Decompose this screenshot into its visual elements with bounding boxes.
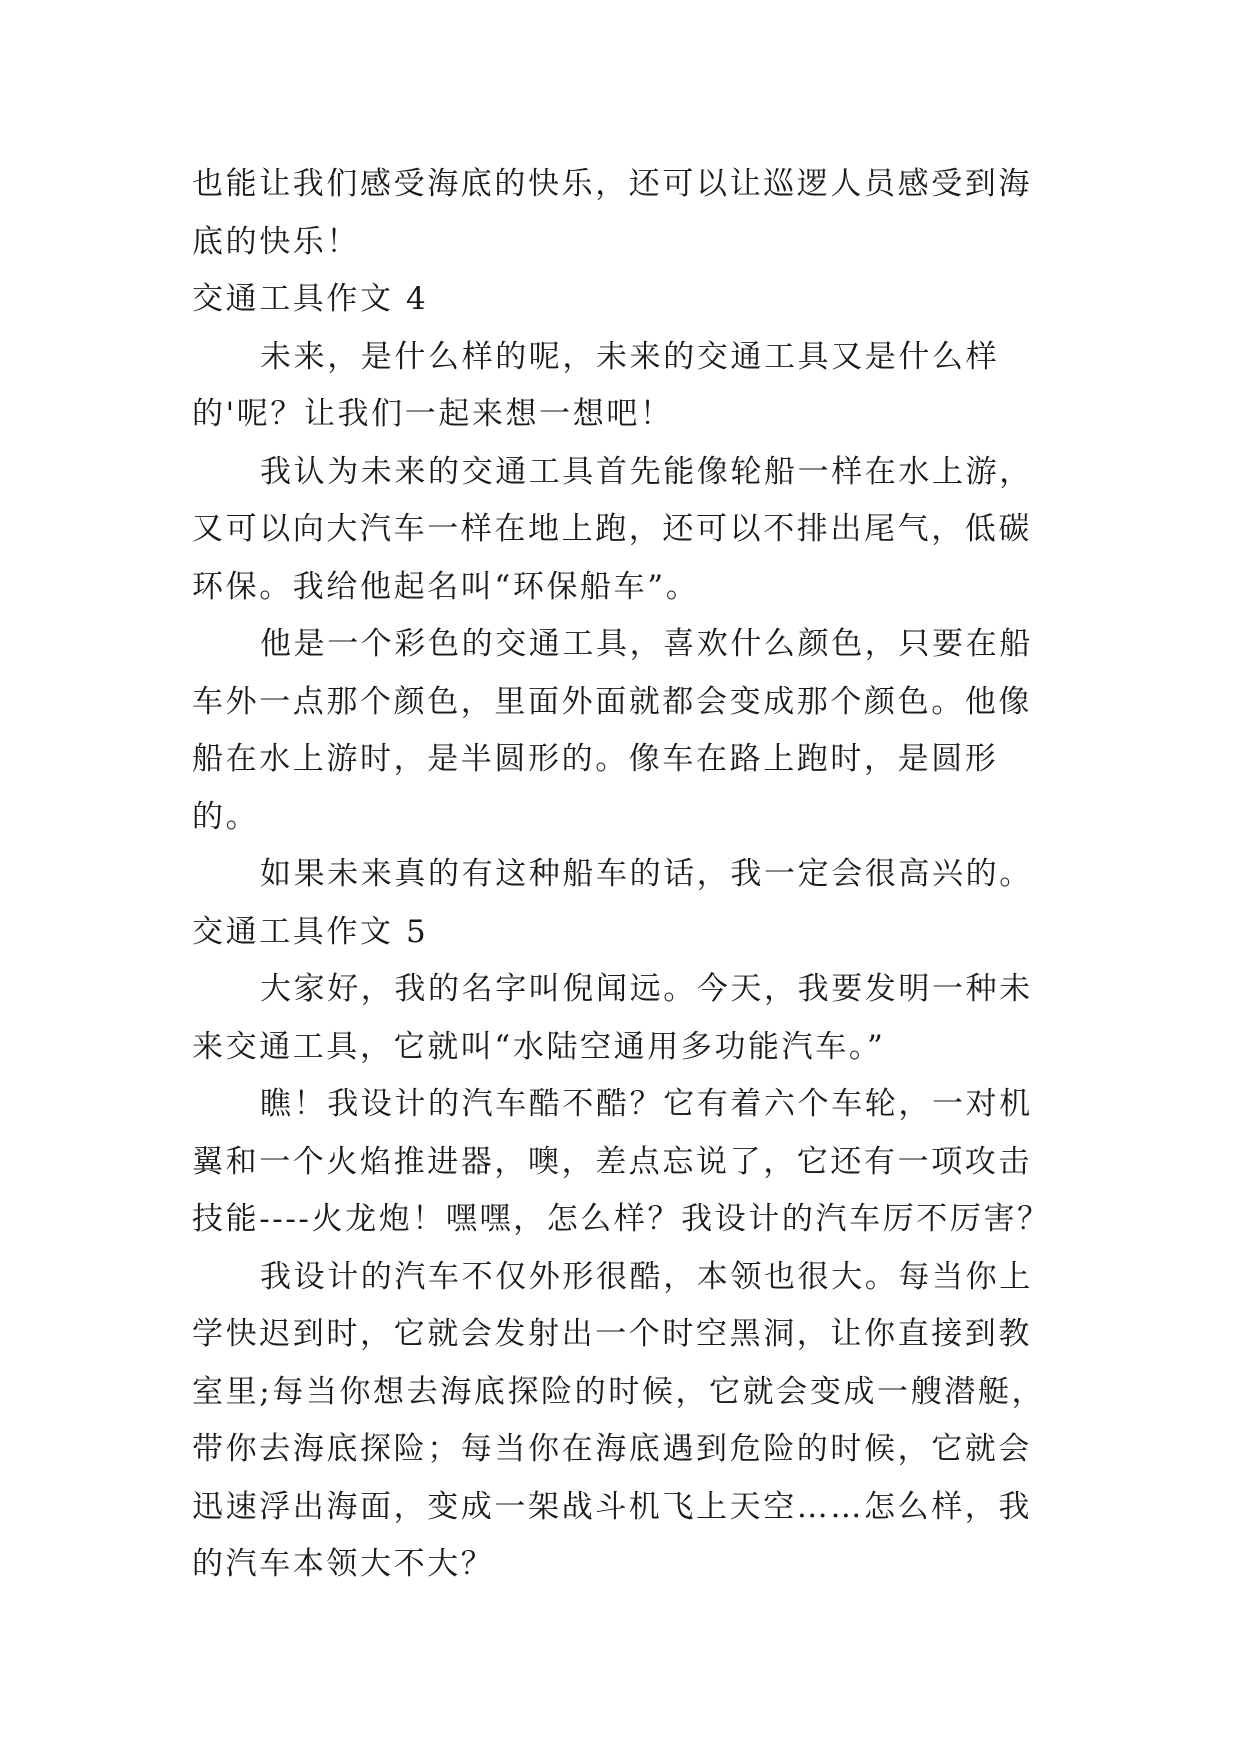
paragraph: 我认为未来的交通工具首先能像轮船一样在水上游，又可以向大汽车一样在地上跑，还可以不排出尾气，低碳环保。我给他起名叫“环保船车”。 xyxy=(192,453,1033,605)
document-body xyxy=(192,156,1052,1594)
paragraph-continuation: 也能让我们感受海底的快乐，还可以让巡逻人员感受到海底的快乐！ xyxy=(192,166,1032,260)
paragraph: 如果未来真的有这种船车的话，我一定会很高兴的。 xyxy=(260,856,1033,892)
paragraph: 他是一个彩色的交通工具，喜欢什么颜色，只要在船车外一点那个颜色，里面外面就都会变成那个颜色。他像船在水上游时，是半圆形的。像车在路上跑时，是圆形的。 xyxy=(192,626,1033,835)
paragraph: 大家好，我的名字叫倪闻远。今天，我要发明一种未来交通工具，它就叫“水陆空通用多功能汽车。” xyxy=(192,971,1033,1065)
section-heading-5: 交通工具作文 5 xyxy=(192,913,429,950)
paragraph: 我设计的汽车不仅外形很酷，本领也很大。每当你上学快迟到时，它就会发射出一个时空黑洞，让你直接到教室里;每当你想去海底探险的时候，它就会变成一艘潜艇，带你去海底探险；每当你在海底遇到危险的时候，它就会迅速浮出海面，变成一架战斗机飞上天空……怎么样，我的汽车本领大不大？ xyxy=(192,1258,1046,1582)
section-heading-4: 交通工具作文 4 xyxy=(192,281,429,317)
paragraph: 未来，是什么样的呢，未来的交通工具又是什么样的'呢？让我们一起来想一想吧！ xyxy=(192,338,1000,432)
paragraph: 瞧！我设计的汽车酷不酷？它有着六个车轮，一对机翼和一个火焰推进器，噢，差点忘说了，它还有一项攻击技能----火龙炮！嘿嘿，怎么样？我设计的汽车厉不厉害？ xyxy=(192,1086,1051,1237)
